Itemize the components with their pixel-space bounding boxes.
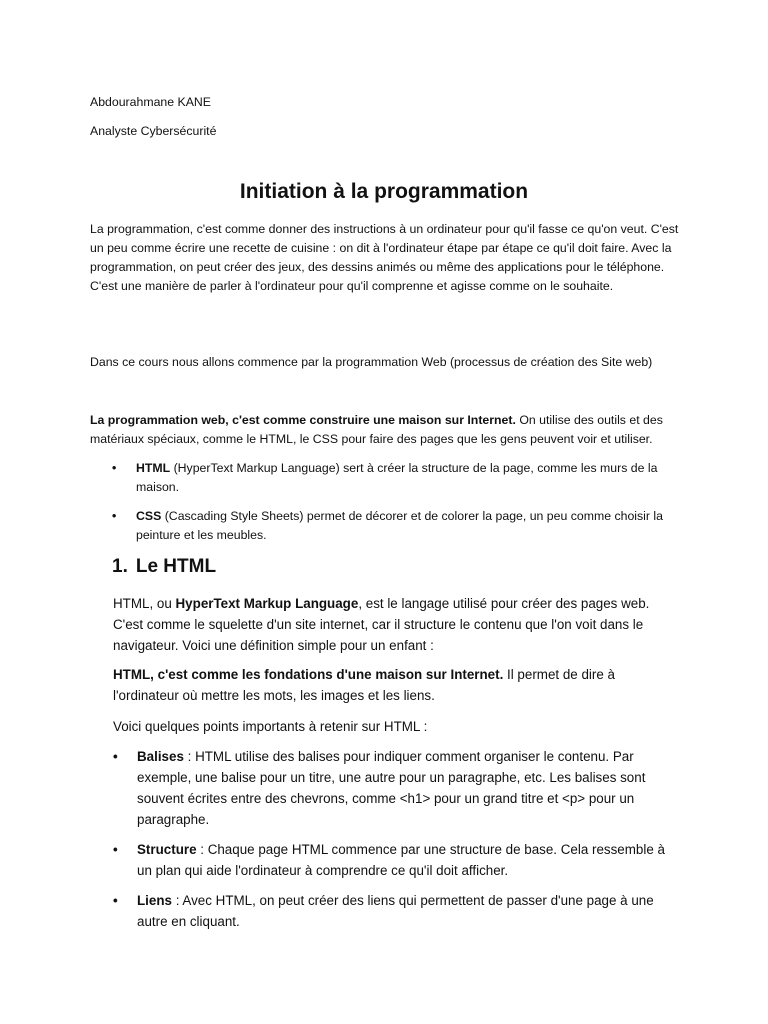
- bullet-text: : HTML utilise des balises pour indiquer comment organiser le contenu. Par exemple, une balise pour un titre, une autre pour un paragraphe, etc. Les balises sont souvent écrites entre des chevrons, comme <h1> pour un grand titre et <p> pour un paragraphe.: [137, 749, 646, 827]
- section-title: Le HTML: [135, 556, 217, 577]
- html-bullet-list: [113, 746, 671, 932]
- bullet-term: CSS: [136, 509, 162, 523]
- bullet-icon: •: [112, 461, 117, 475]
- html-p2-bold: HTML, c'est comme les fondations d'une maison sur Internet.: [113, 667, 504, 682]
- html-paragraph-3: Voici quelques points importants à retenir sur HTML :: [113, 719, 428, 734]
- section-number: 1.: [112, 556, 128, 577]
- bullet-text: : Avec HTML, on peut créer des liens qui permettent de passer d'une page à une autre en cliquant.: [137, 893, 654, 929]
- course-note: Dans ce cours nous allons commence par la programmation Web (processus de création des Site web): [90, 355, 653, 369]
- bullet-icon: •: [112, 509, 117, 523]
- html-p1-start: HTML, ou: [113, 596, 176, 611]
- list-item: [112, 507, 672, 545]
- document-title: Initiation à la programmation: [239, 180, 529, 203]
- html-p2-text: Il permet de dire à l'ordinateur où mettre les mots, les images et les liens.: [113, 667, 615, 703]
- list-item: [113, 839, 671, 881]
- bullet-term: Structure: [137, 842, 197, 857]
- author-role: Analyste Cybersécurité: [90, 124, 217, 138]
- section-heading: [112, 556, 216, 578]
- bullet-term: Balises: [137, 749, 184, 764]
- bullet-term: Liens: [137, 893, 172, 908]
- web-paragraph: [90, 411, 682, 449]
- intro-paragraph: La programmation, c'est comme donner des instructions à un ordinateur pour qu'il fasse ce qu'on veut. C'est un peu comme écrire une recette de cuisine : on dit à l'ordinateur étape par étape ce qu'il doit faire. Avec la programmation, on peut créer des jeux, des dessins animés ou même des applications pour le téléphone. C'est une manière de parler à l'ordinateur pour qu'il comprenne et agisse comme on le souhaite.: [90, 222, 679, 293]
- list-item: [112, 459, 672, 497]
- web-paragraph-text: On utilise des outils et des matériaux spéciaux, comme le HTML, le CSS pour faire des pages que les gens peuvent voir et utiliser.: [90, 413, 663, 446]
- web-paragraph-bold: La programmation web, c'est comme construire une maison sur Internet.: [90, 413, 516, 427]
- bullet-term: HTML: [136, 461, 171, 475]
- list-item: [113, 890, 671, 932]
- bullet-icon: •: [113, 749, 118, 764]
- bullet-icon: •: [113, 893, 118, 908]
- bullet-text: : Chaque page HTML commence par une structure de base. Cela ressemble à un plan qui aide l'ordinateur à comprendre ce qu'il doit afficher.: [137, 842, 665, 878]
- html-p1-bold: HyperText Markup Language: [175, 596, 359, 611]
- bullet-text: (HyperText Markup Language) sert à créer la structure de la page, comme les murs de la maison.: [136, 461, 658, 494]
- html-p1-end: , est le langage utilisé pour créer des pages web. C'est comme le squelette d'un site internet, car il structure le contenu que l'on voit dans le navigateur. Voici une définition simple pour un enfant :: [113, 596, 650, 653]
- bullet-icon: •: [113, 842, 118, 857]
- html-paragraph-2: [113, 664, 673, 706]
- web-bullet-list: [112, 459, 672, 545]
- list-item: [113, 746, 671, 830]
- author-name: Abdourahmane KANE: [90, 95, 211, 109]
- html-paragraph-1: [113, 593, 673, 656]
- bullet-text: (Cascading Style Sheets) permet de décorer et de colorer la page, un peu comme choisir la peinture et les meubles.: [136, 509, 663, 542]
